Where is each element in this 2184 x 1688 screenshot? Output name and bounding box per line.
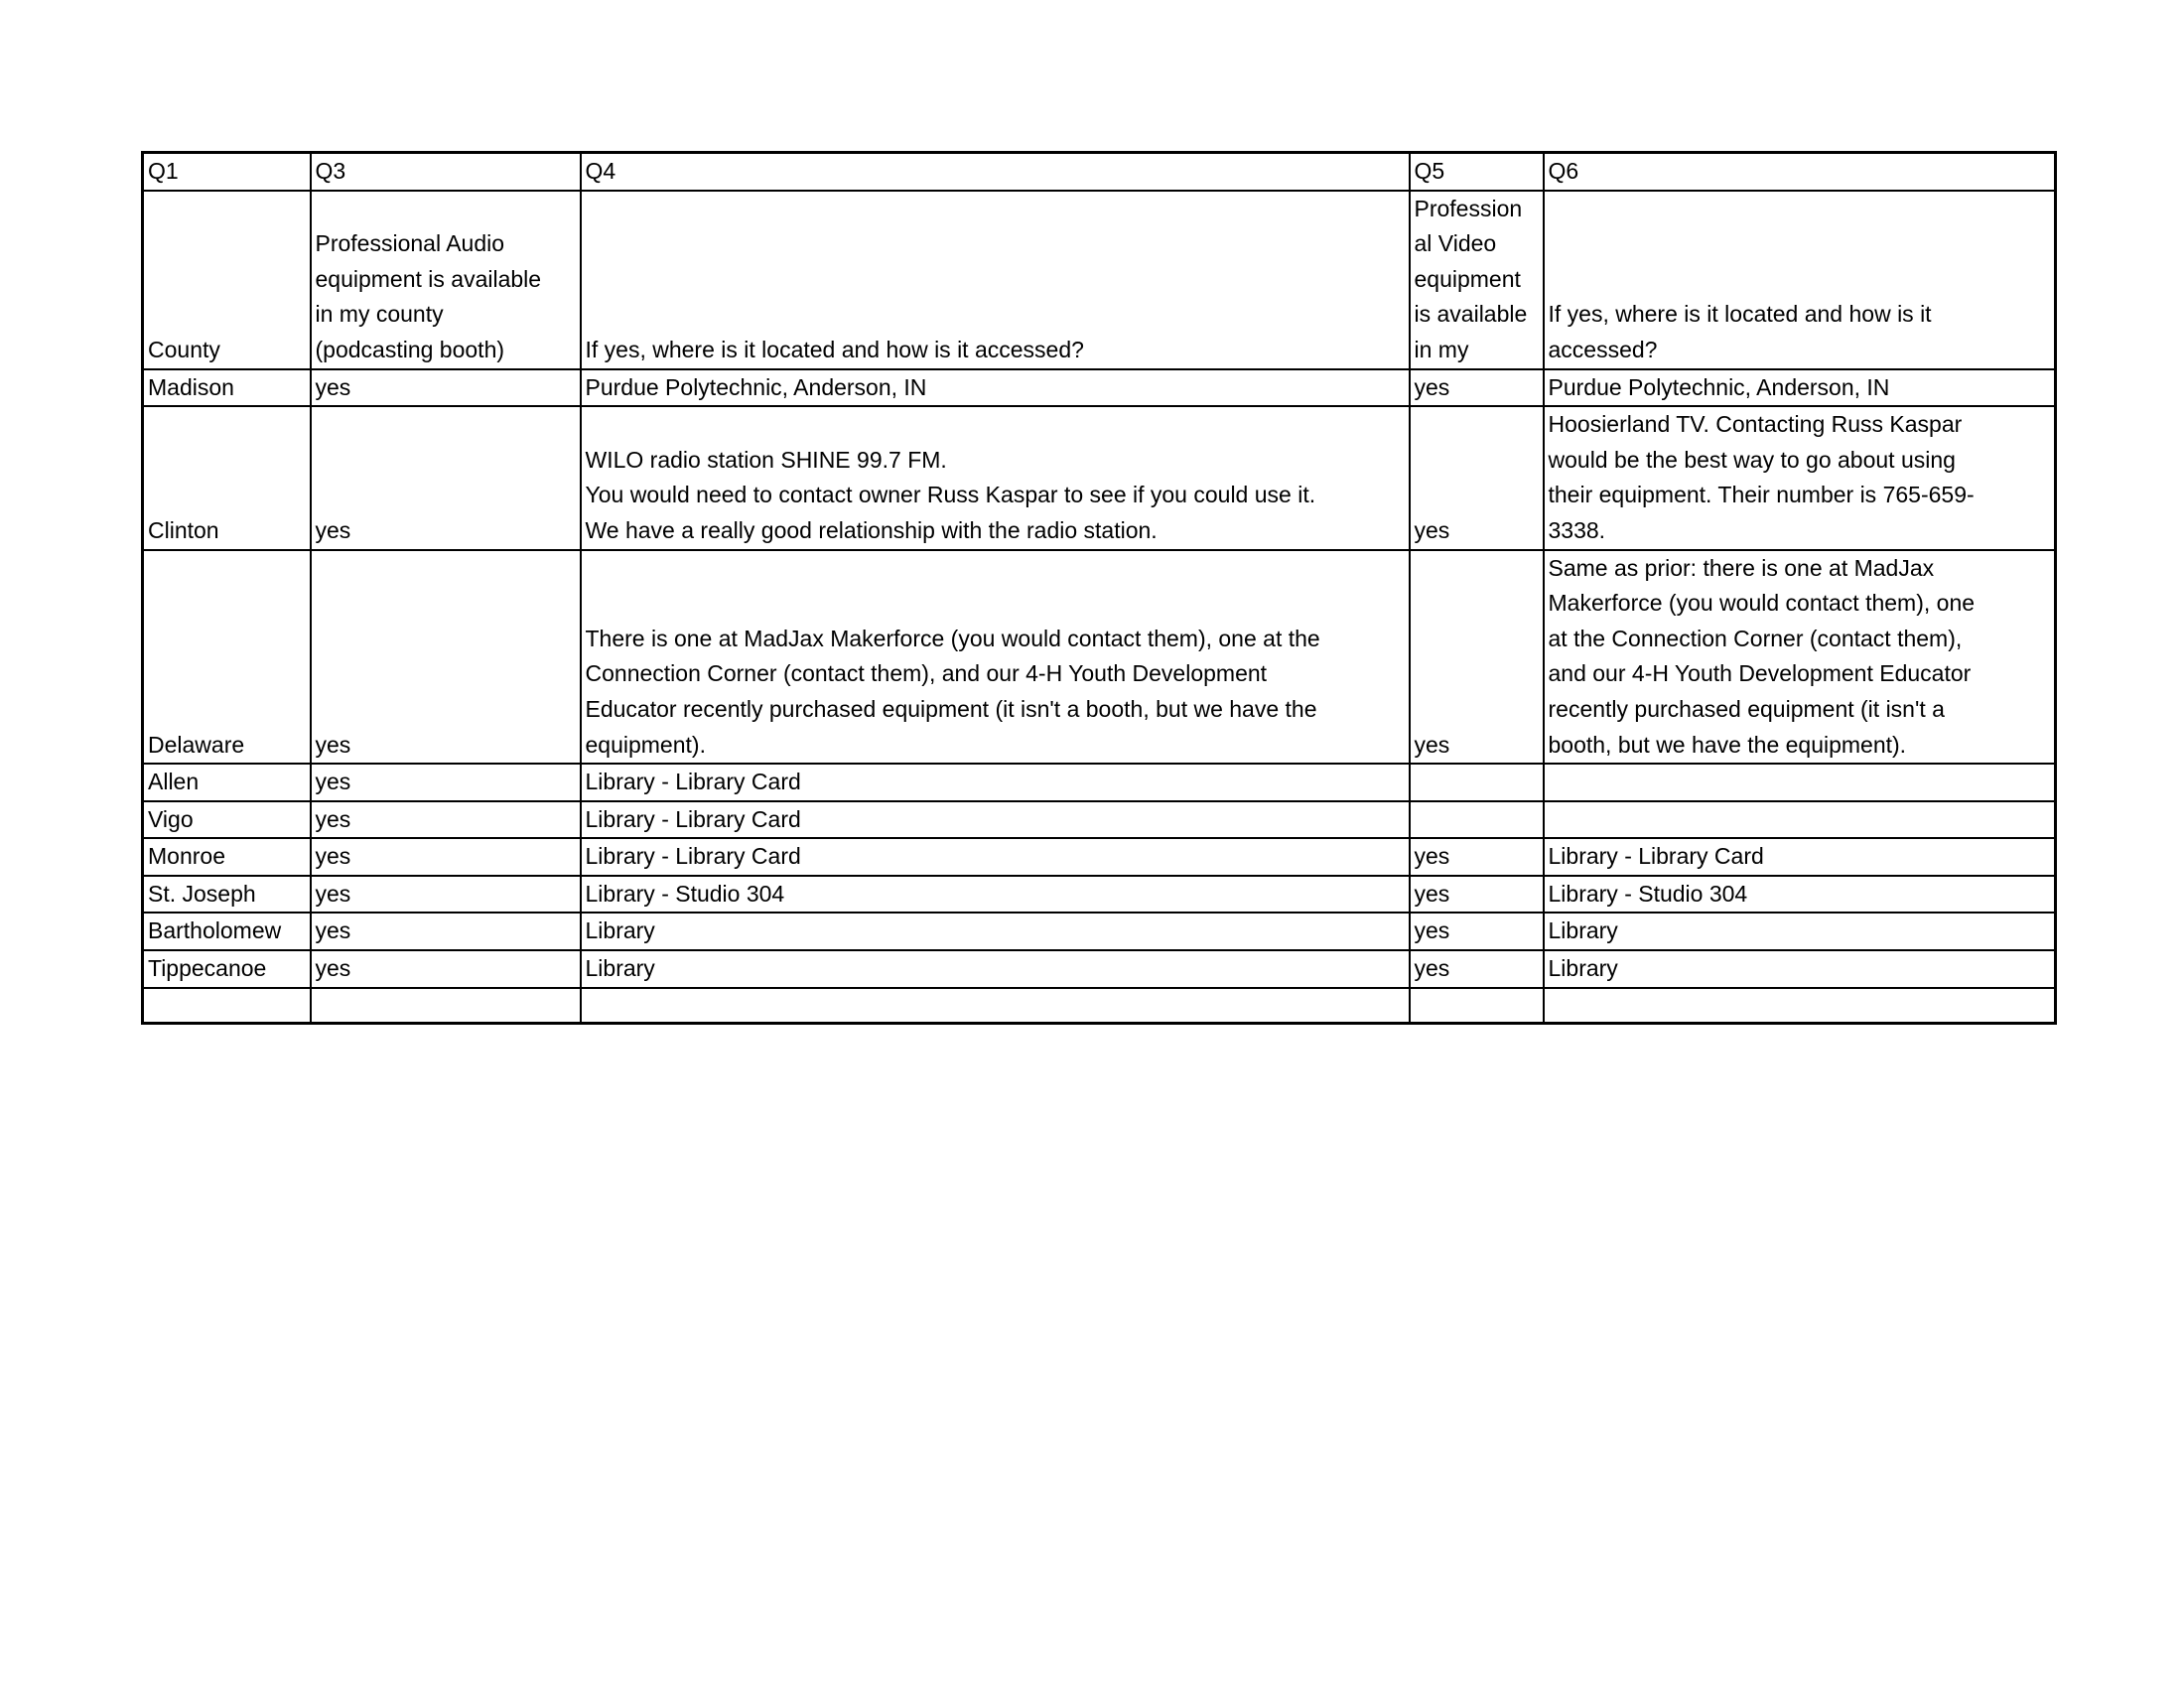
video-location-cell: Library — [1544, 950, 2056, 988]
question-audio-location: If yes, where is it located and how is it accessed? — [581, 191, 1410, 369]
table-row — [143, 406, 2056, 549]
question-video — [1410, 191, 1544, 369]
county-cell: Allen — [143, 764, 311, 801]
audio-location-cell: Purdue Polytechnic, Anderson, IN — [581, 369, 1410, 407]
empty-row — [143, 988, 2056, 1024]
table-row — [143, 550, 2056, 765]
table-row — [143, 764, 2056, 801]
county-cell: Madison — [143, 369, 311, 407]
audio-cell: yes — [311, 876, 581, 914]
audio-location-cell: Library - Studio 304 — [581, 876, 1410, 914]
table-row — [143, 876, 2056, 914]
video-location-cell: Hoosierland TV. Contacting Russ Kaspar would be the best way to go about using their equipment. Their number is 765-659- 3338. — [1544, 406, 2056, 549]
audio-location-cell: Library — [581, 913, 1410, 950]
header-q6: Q6 — [1544, 153, 2056, 191]
header-row — [143, 153, 2056, 191]
table-row — [143, 950, 2056, 988]
empty-cell — [311, 988, 581, 1024]
video-location-cell — [1544, 801, 2056, 839]
question-video-location: If yes, where is it located and how is it accessed? — [1544, 191, 2056, 369]
audio-cell: yes — [311, 406, 581, 549]
county-cell: St. Joseph — [143, 876, 311, 914]
survey-table — [141, 151, 2057, 1025]
video-location-cell: Library - Library Card — [1544, 838, 2056, 876]
empty-cell — [143, 988, 311, 1024]
audio-location-cell: Library — [581, 950, 1410, 988]
video-cell: yes — [1410, 876, 1544, 914]
video-location-cell: Library - Studio 304 — [1544, 876, 2056, 914]
audio-cell: yes — [311, 369, 581, 407]
empty-cell — [1410, 988, 1544, 1024]
county-cell: Vigo — [143, 801, 311, 839]
county-cell: Bartholomew — [143, 913, 311, 950]
header-q3: Q3 — [311, 153, 581, 191]
audio-cell: yes — [311, 950, 581, 988]
audio-location-cell: Library - Library Card — [581, 838, 1410, 876]
empty-cell — [1544, 988, 2056, 1024]
question-row — [143, 191, 2056, 369]
audio-cell: yes — [311, 764, 581, 801]
county-cell: Tippecanoe — [143, 950, 311, 988]
video-location-cell: Library — [1544, 913, 2056, 950]
audio-location-cell: There is one at MadJax Makerforce (you would contact them), one at the Connection Corner (contact them), and our 4-H Youth Development Educator recently purchased equipment (it isn't a booth, but we have the equipment). — [581, 550, 1410, 765]
question-video-text: Profession al Video equipment is available in my — [1414, 195, 1528, 362]
audio-cell: yes — [311, 913, 581, 950]
county-cell: Monroe — [143, 838, 311, 876]
audio-cell: yes — [311, 550, 581, 765]
audio-location-cell: Library - Library Card — [581, 764, 1410, 801]
table-row — [143, 369, 2056, 407]
video-cell: yes — [1410, 406, 1544, 549]
video-cell — [1410, 801, 1544, 839]
video-cell: yes — [1410, 550, 1544, 765]
video-location-cell: Purdue Polytechnic, Anderson, IN — [1544, 369, 2056, 407]
video-cell: yes — [1410, 950, 1544, 988]
county-cell: Clinton — [143, 406, 311, 549]
audio-location-cell: WILO radio station SHINE 99.7 FM. You would need to contact owner Russ Kaspar to see if you could use it. We have a really good relationship with the radio station. — [581, 406, 1410, 549]
header-q5: Q5 — [1410, 153, 1544, 191]
question-county: County — [143, 191, 311, 369]
table-row — [143, 913, 2056, 950]
audio-location-cell: Library - Library Card — [581, 801, 1410, 839]
county-cell: Delaware — [143, 550, 311, 765]
header-q1: Q1 — [143, 153, 311, 191]
video-cell: yes — [1410, 838, 1544, 876]
question-audio: Professional Audio equipment is available in my county (podcasting booth) — [311, 191, 581, 369]
video-location-cell: Same as prior: there is one at MadJax Makerforce (you would contact them), one at the Connection Corner (contact them), and our 4-H Youth Development Educator recently purchased equipment (it isn't a booth, but we have the equipment). — [1544, 550, 2056, 765]
video-cell — [1410, 764, 1544, 801]
audio-cell: yes — [311, 838, 581, 876]
header-q4: Q4 — [581, 153, 1410, 191]
video-cell: yes — [1410, 913, 1544, 950]
table-row — [143, 838, 2056, 876]
video-location-cell — [1544, 764, 2056, 801]
table-row — [143, 801, 2056, 839]
audio-cell: yes — [311, 801, 581, 839]
video-cell: yes — [1410, 369, 1544, 407]
empty-cell — [581, 988, 1410, 1024]
